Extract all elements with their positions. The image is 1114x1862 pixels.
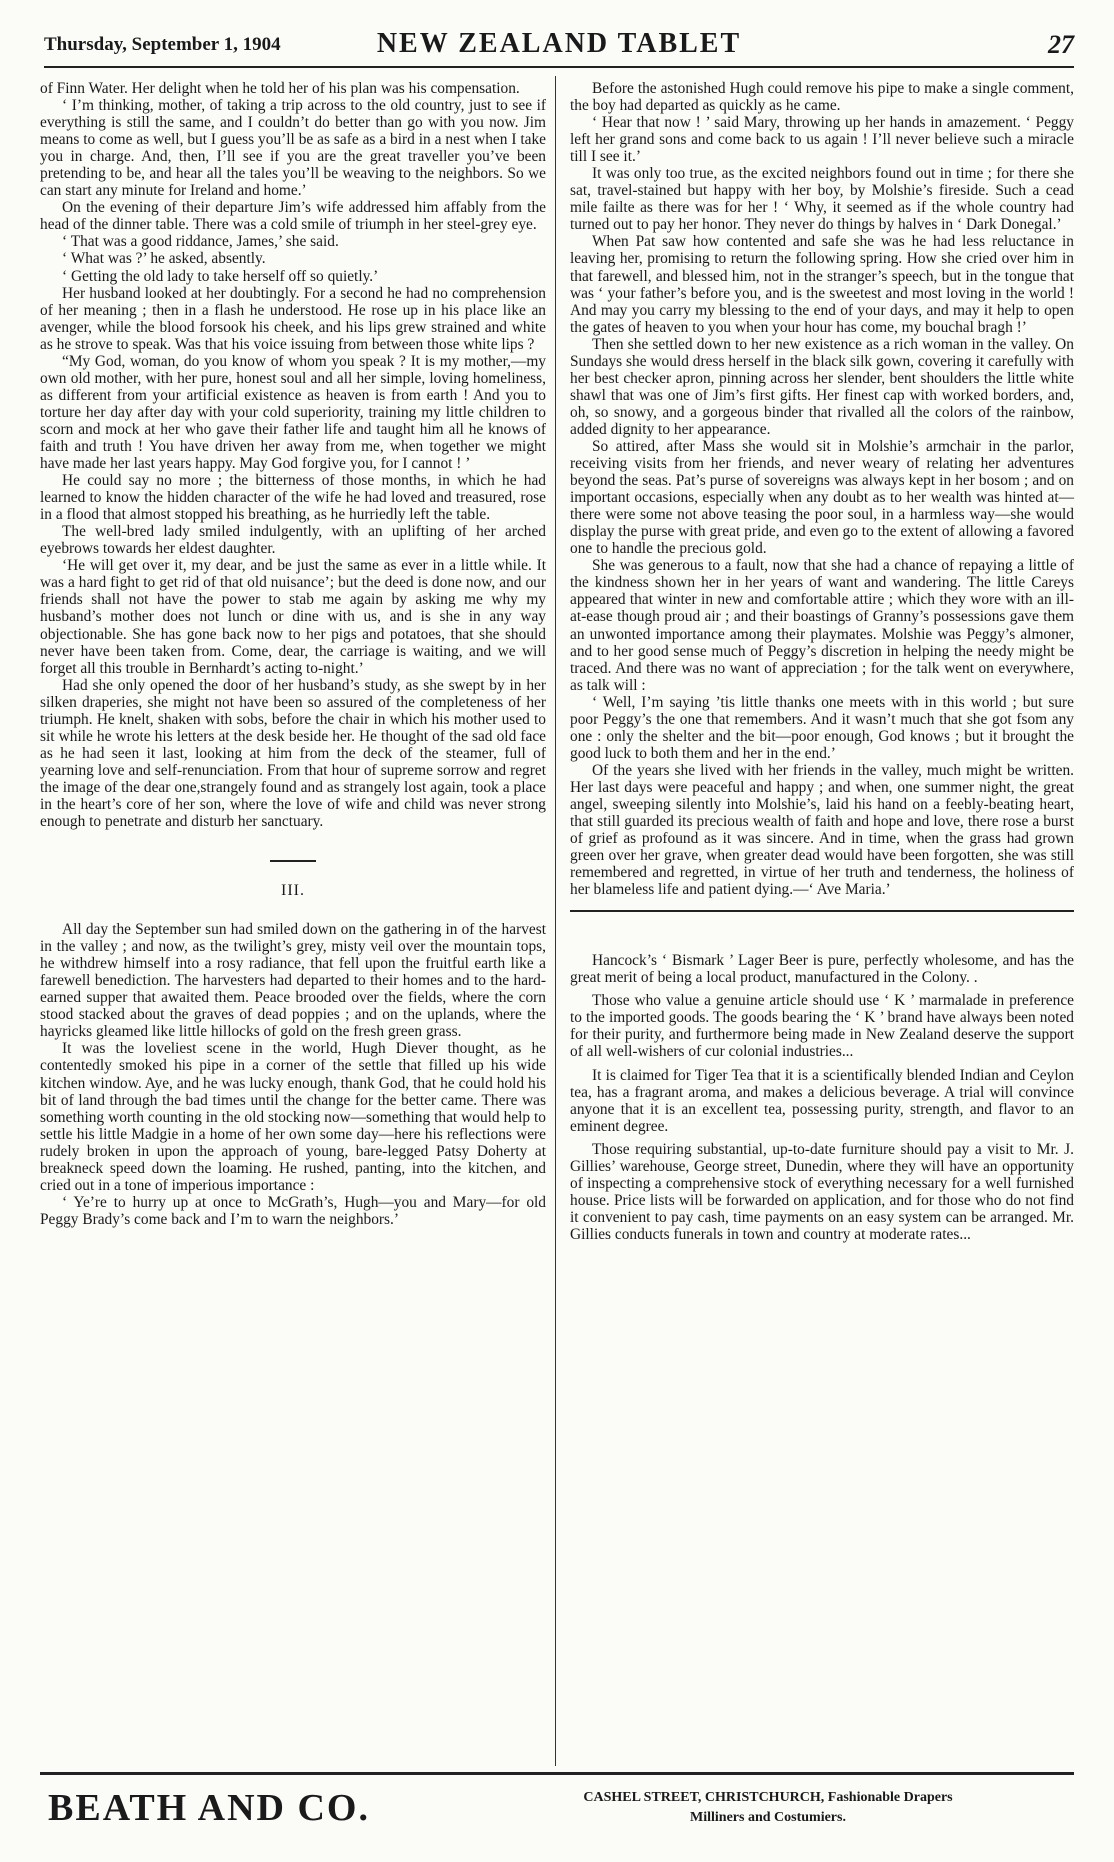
publication-title: NEW ZEALAND TABLET <box>376 28 742 59</box>
footer-advert <box>40 1782 1074 1842</box>
ad-paragraph: Those who value a genuine article should use ‘ K ’ marmalade in preference to the imported goods. The goods bearing the ‘ K ’ brand have always been noted for their purity, and furthermore being made in New Zealand deserve the support of all well-wishers of cur colonial industries... <box>570 992 1074 1061</box>
story-paragraph: He could say no more ; the bitterness of those months, in which he had learned to know the hidden character of the wife he had loved and treasured, rose in a flood that almost stopped his breathing, as he hurriedly left the table. <box>40 472 546 524</box>
story-paragraph: So attired, after Mass she would sit in Molshie’s armchair in the parlor, receiving visits from her friends, and never weary of relating her adventures beyond the seas. Pat’s purse of sovereigns was always kept in her bosom ; and on important occasions, especially when any doubt as to her wealth was hinted at—there were some not above teasing the poor soul, in a harmless way—she would display the purse with great pride, and even go to the extent of allowing a favored one to handle the precious gold. <box>570 437 1074 558</box>
story-paragraph: “My God, woman, do you know of whom you speak ? It is my mother,—my own old mother, with her pure, honest soul and all her simple, loving homeliness, as different from your artificial existence as heaven is from earth ! And you to torture her day after day with your cold superiority, training my little children to scorn and mock at her who gave their father life and taught him all he knows of faith and truth ! You have driven her away from me, when together we might have made her last years happy. May God forgive you, for I cannot ! ’ <box>40 352 546 473</box>
story-paragraph: of Finn Water. Her delight when he told her of his plan was his compensation. <box>40 80 520 97</box>
story-end-divider <box>570 910 1074 912</box>
story-paragraph: ‘ What was ?’ he asked, absently. <box>62 250 266 268</box>
story-paragraph: ‘ Hear that now ! ’ said Mary, throwing up her hands in amazement. ‘ Peggy left her grand sons and come back to us again ! I’ll never believe such a miracle till I see it.’ <box>570 114 1074 166</box>
ad-paragraph: Hancock’s ‘ Bismark ’ Lager Beer is pure, perfectly wholesome, and has the great merit of being a local product, manufactured in the Colony. . <box>570 952 1074 987</box>
story-paragraph: ‘ That was a good riddance, James,’ she said. <box>62 233 339 251</box>
story-paragraph: Then she settled down to her new existence as a rich woman in the valley. On Sundays she would dress herself in the black silk gown, covering it carefully with her best checker apron, pinning across her slender, bent shoulders the little white shawl that was one of Jim’s first gifts. Her finest cap with worked borders, and, oh, so snowy, and a gorgeous binder that rivalled all the colors of the rainbow, added dignity to her appearance. <box>570 335 1074 438</box>
ad-paragraph: Those requiring substantial, up-to-date furniture should pay a visit to Mr. J. Gillies’ warehouse, George street, Dunedin, where they will have an opportunity of inspecting a comprehensive stock of everything necessary for a well furnished house. Price lists will be forwarded on application, and for those who do not find it convenient to pay cash, time payments on an easy system can be arranged. Mr. Gillies conducts funerals in town and country at moderate rates... <box>570 1140 1074 1243</box>
footer-address-line: Milliners and Costumiers. <box>690 1810 846 1825</box>
story-paragraph: ‘He will get over it, my dear, and be just the same as ever in a little while. It was a hard fight to get rid of that old nuisance’; but the deed is done now, and our friends shall not have the power to stab me again by asking me why my husband’s mother does not lunch or dine with us, and is she in any way objectionable. She has gone back now to her pigs and potatoes, that she should never have been taken from. Come, dear, the carriage is waiting, and we will forget all this trouble in Bernhardt’s acting to-night.’ <box>40 557 546 677</box>
story-paragraph: Her husband looked at her doubtingly. For a second he had no comprehension of her meaning ; then in a flash he understood. He rose up in his place like an avenger, while the blood forsook his cheek, and his lips grew strained and white as he strove to speak. Was that his voice issuing from between those white lips ? <box>40 284 546 353</box>
page-number: 27 <box>1048 30 1074 59</box>
footer-firm-name: BEATH AND CO. <box>48 1787 370 1829</box>
story-paragraph: On the evening of their departure Jim’s wife addressed him affably from the head of the dinner table. There was a cold smile of triumph in her steel-grey eye. <box>40 199 546 234</box>
footer-address-line: CASHEL STREET, CHRISTCHURCH, Fashionable Drapers <box>583 1790 953 1805</box>
story-paragraph: All day the September sun had smiled down on the gathering in of the harvest in the valley ; and now, as the twilight’s grey, misty veil over the mountain tops, he withdrew himself into a rosy radiance, that fell upon the fruitful earth like a farewell benediction. The harvesters had departed to their homes and to the hard-earned supper that awaited them. Peace brooded over the fields, where the corn stood stacked about the graves of dead poppies ; and on the uplands, where the hayricks gleamed like little hillocks of gold on the fresh green grass. <box>40 921 546 1041</box>
section-heading: III. <box>281 882 305 900</box>
story-paragraph: ‘ Well, I’m saying ’tis little thanks one meets with in this world ; but sure poor Peggy’s the one that remembers. And it wasn’t much that she got fsom any one : only the shelter and the bit—poor enough, God knows ; but it brought the good luck to both them and her in the end.’ <box>570 693 1074 762</box>
story-paragraph: She was generous to a fault, now that she had a chance of repaying a little of the kindness shown her in her years of want and wandering. The little Careys appeared that winter in new and comfortable attire ; which they wore with an ill-at-ease though proud air ; and their boastings of Granny’s possessions gave them an unwonted importance among their playmates. Molshie was Peggy’s almoner, and to her good sense much of Peggy’s discretion in helping the needy might be traced. And there was no want of appreciation ; for the talk went on everywhere, as talk will : <box>570 557 1074 694</box>
ad-paragraph: It is claimed for Tiger Tea that it is a scientifically blended Indian and Ceylon tea, has a fragrant aroma, and makes a delicious beverage. A trial will convince anyone that it is an excellent tea, possessing purity, strength, and flavor to an eminent degree. <box>570 1066 1074 1135</box>
story-paragraph: Before the astonished Hugh could remove his pipe to make a single comment, the boy had departed as quickly as he came. <box>570 80 1074 115</box>
column-divider <box>555 76 556 1766</box>
story-paragraph: It was only too true, as the excited neighbors found out in time ; for there she sat, travel-stained but happy with her boy, by Molshie’s fireside. Such a cead mile failte as there was for her ! ‘ Why, it seemed as if the whole country had turned out to pay her honor. They never do things by halves in ‘ Dark Donegal.’ <box>570 165 1074 234</box>
story-paragraph: ‘ Getting the old lady to take herself off so quietly.’ <box>62 267 379 285</box>
right-column <box>570 80 1074 1249</box>
advertisement-notices <box>570 952 1074 1243</box>
section-divider <box>270 860 316 862</box>
story-paragraph: ‘ I’m thinking, mother, of taking a trip across to the old country, just to see if everything is still the same, and I couldn’t do better than go with you now. Jim means to come as well, but I guess you’ll be as safe as a bird in a nest when I take you in charge. And, then, I’ll see if you are the great traveller you’ve been pretending to be, and hear all the tales you’ll be weaving to the neighbors. So we can start any minute for Ireland and home.’ <box>40 97 546 200</box>
footer-address <box>488 1788 1048 1828</box>
story-paragraph: Had she only opened the door of her husband’s study, as she swept by in her silken draperies, she might not have been so assured of the completeness of her triumph. He knelt, shaken with sobs, before the chair in which his mother used to sit while he wrote his letters at the desk beside her. He thought of the sad old face as he had seen it last, looking at him from the deck of the steamer, full of yearning love and self-renunciation. From that hour of supreme sorrow and regret the image of the dear one,strangely found and as strangely lost again, took a place in the heart’s core of her son, where the love of wife and child was never strong enough to penetrate and disturb her sanctuary. <box>40 676 546 831</box>
masthead <box>44 26 1074 68</box>
left-column <box>40 80 546 1228</box>
story-paragraph: The well-bred lady smiled indulgently, with an uplifting of her arched eyebrows towards her eldest daughter. <box>40 523 546 558</box>
issue-date: Thursday, September 1, 1904 <box>44 34 281 55</box>
story-paragraph: It was the loveliest scene in the world, Hugh Diever thought, as he contentedly smoked his pipe in a corner of the settle that filled up his wide kitchen window. Aye, and he was lucky enough, thank God, that he could hold his bit of land through the bad times until the change for the better came. There was something worth counting in the old stocking now—something that would help to settle his little Madgie in a home of her own some day—here his reflections were rudely broken in upon the approach of young, bare-legged Patsy Doherty at breakneck speed down the loaming. He rushed, panting, into the kitchen, and cried out in a tone of imperious importance : <box>40 1040 546 1194</box>
story-paragraph: ‘ Ye’re to hurry up at once to McGrath’s, Hugh—you and Mary—for old Peggy Brady’s come back and I’m to warn the neighbors.’ <box>40 1193 546 1228</box>
footer-divider <box>40 1772 1074 1775</box>
story-paragraph: When Pat saw how contented and safe she was he had less reluctance in leaving her, promising to return the following spring. How she cried over him in that farewell, and blessed him, not in the stranger’s speech, but in the tongue that was ‘ your father’s before you, and is the sweetest and most loving in the world ! And may you carry my blessing to the end of your days, and may it help to open the gates of heaven to you when your hour has come, my bouchal bragh !’ <box>570 233 1074 336</box>
story-paragraph: Of the years she lived with her friends in the valley, much might be written. Her last days were peaceful and happy ; and when, one summer night, the great angel, sweeping silently into Molshie’s, laid his hand on a feebly-beating heart, that still guarded its precious wealth of faith and hope and love, there rose a burst of grief as profound as it was sincere. And in time, when the grass had grown green over her grave, when greater dead would have been forgotten, she was still remembered and regretted, in virtue of her truth and tenderness, the holiness of her blameless life and patient dying.—‘ Ave Maria.’ <box>570 761 1074 899</box>
